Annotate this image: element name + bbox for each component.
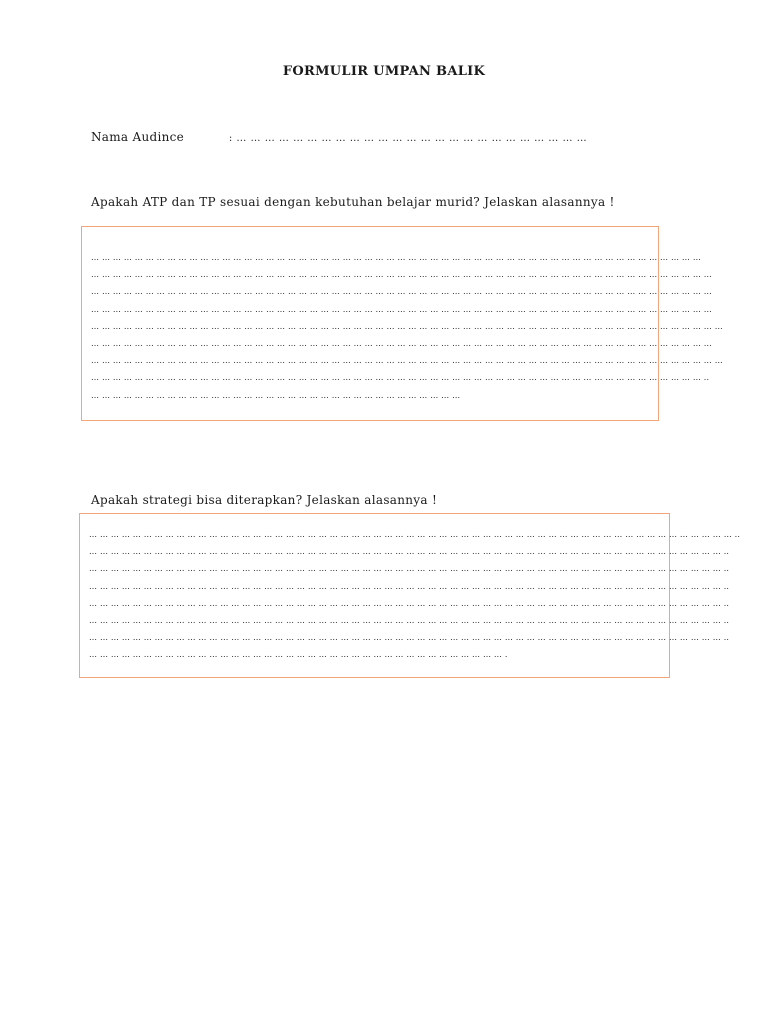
answer-line: … … … … … … … … … … … … … … … … … … … … … … … … … … … … … … … … … … … … … … … … … … … … … … … … … … … … … … … … … … .. (89, 581, 730, 591)
answer-line: … … … … … … … … … … … … … … … … … … … … … … … … … … … … … … … … … … … … … … … … … … … … … … … … … … … … … … … … … (91, 270, 713, 280)
answer-box-1[interactable] (81, 226, 723, 421)
audience-name-label: Nama Audince (91, 130, 185, 144)
answer-line: … … … … … … … … … … … … … … … … … … … … … … … … … … … … … … … … … … … … … … . (89, 650, 508, 660)
answer-line: … … … … … … … … … … … … … … … … … … … … … … … … … … … … … … … … … … … … … … … … … … … … … … … … … … … … … … … … (91, 253, 702, 262)
answer-line: … … … … … … … … … … … … … … … … … … … … … … … … … … … … … … … … … … … … … … … … … … … … … … … … … … … … … … … … … … (91, 356, 723, 366)
answer-line: … … … … … … … … … … … … … … … … … … … … … … … … … … … … … … … … … … … … … … … … … … … … … … … … … … … … … … … … … (91, 287, 713, 297)
question-1: Apakah ATP dan TP sesuai dengan kebutuhan belajar murid? Jelaskan alasannya ! (91, 195, 615, 209)
answer-2-lines (89, 526, 741, 664)
answer-line: … … … … … … … … … … … … … … … … … … … … … … … … … … … … … … … … … … … … … … … … … … … … … … … … … … … … … … … … … … .. (89, 615, 730, 625)
answer-1-lines (91, 249, 723, 404)
audience-name-row (91, 130, 587, 144)
answer-line: … … … … … … … … … … … … … … … … … … … … … … … … … … … … … … … … … … … … … … … … … … … … … … … … … … … … … … … … … … .. (89, 564, 730, 574)
answer-line: … … … … … … … … … … … … … … … … … … … … … … … … … … … … … … … … … … … … … … … … … … … … … … … … … … … … … … … … .. (91, 373, 710, 383)
answer-line: … … … … … … … … … … … … … … … … … … … … … … … … … … … … … … … … … … (91, 390, 461, 400)
answer-line: … … … … … … … … … … … … … … … … … … … … … … … … … … … … … … … … … … … … … … … … … … … … … … … … … … … … … … … … … … .. (89, 598, 730, 608)
answer-box-2[interactable] (79, 513, 741, 678)
audience-name-field[interactable]: : … … … … … … … … … … … … … … … … … … … … … … … … … (228, 133, 588, 144)
form-title: FORMULIR UMPAN BALIK (282, 64, 486, 79)
answer-line: … … … … … … … … … … … … … … … … … … … … … … … … … … … … … … … … … … … … … … … … … … … … … … … … … … … … … … … … … (91, 338, 713, 348)
answer-line: … … … … … … … … … … … … … … … … … … … … … … … … … … … … … … … … … … … … … … … … … … … … … … … … … … … … … … … … … … … .. (89, 530, 741, 539)
answer-line: … … … … … … … … … … … … … … … … … … … … … … … … … … … … … … … … … … … … … … … … … … … … … … … … … … … … … … … … … … (91, 321, 723, 331)
answer-line: … … … … … … … … … … … … … … … … … … … … … … … … … … … … … … … … … … … … … … … … … … … … … … … … … … … … … … … … … … .. (89, 547, 730, 557)
question-2: Apakah strategi bisa diterapkan? Jelaskan alasannya ! (91, 493, 438, 507)
answer-line: … … … … … … … … … … … … … … … … … … … … … … … … … … … … … … … … … … … … … … … … … … … … … … … … … … … … … … … … … … .. (89, 633, 730, 643)
answer-line: … … … … … … … … … … … … … … … … … … … … … … … … … … … … … … … … … … … … … … … … … … … … … … … … … … … … … … … … … (91, 304, 713, 314)
